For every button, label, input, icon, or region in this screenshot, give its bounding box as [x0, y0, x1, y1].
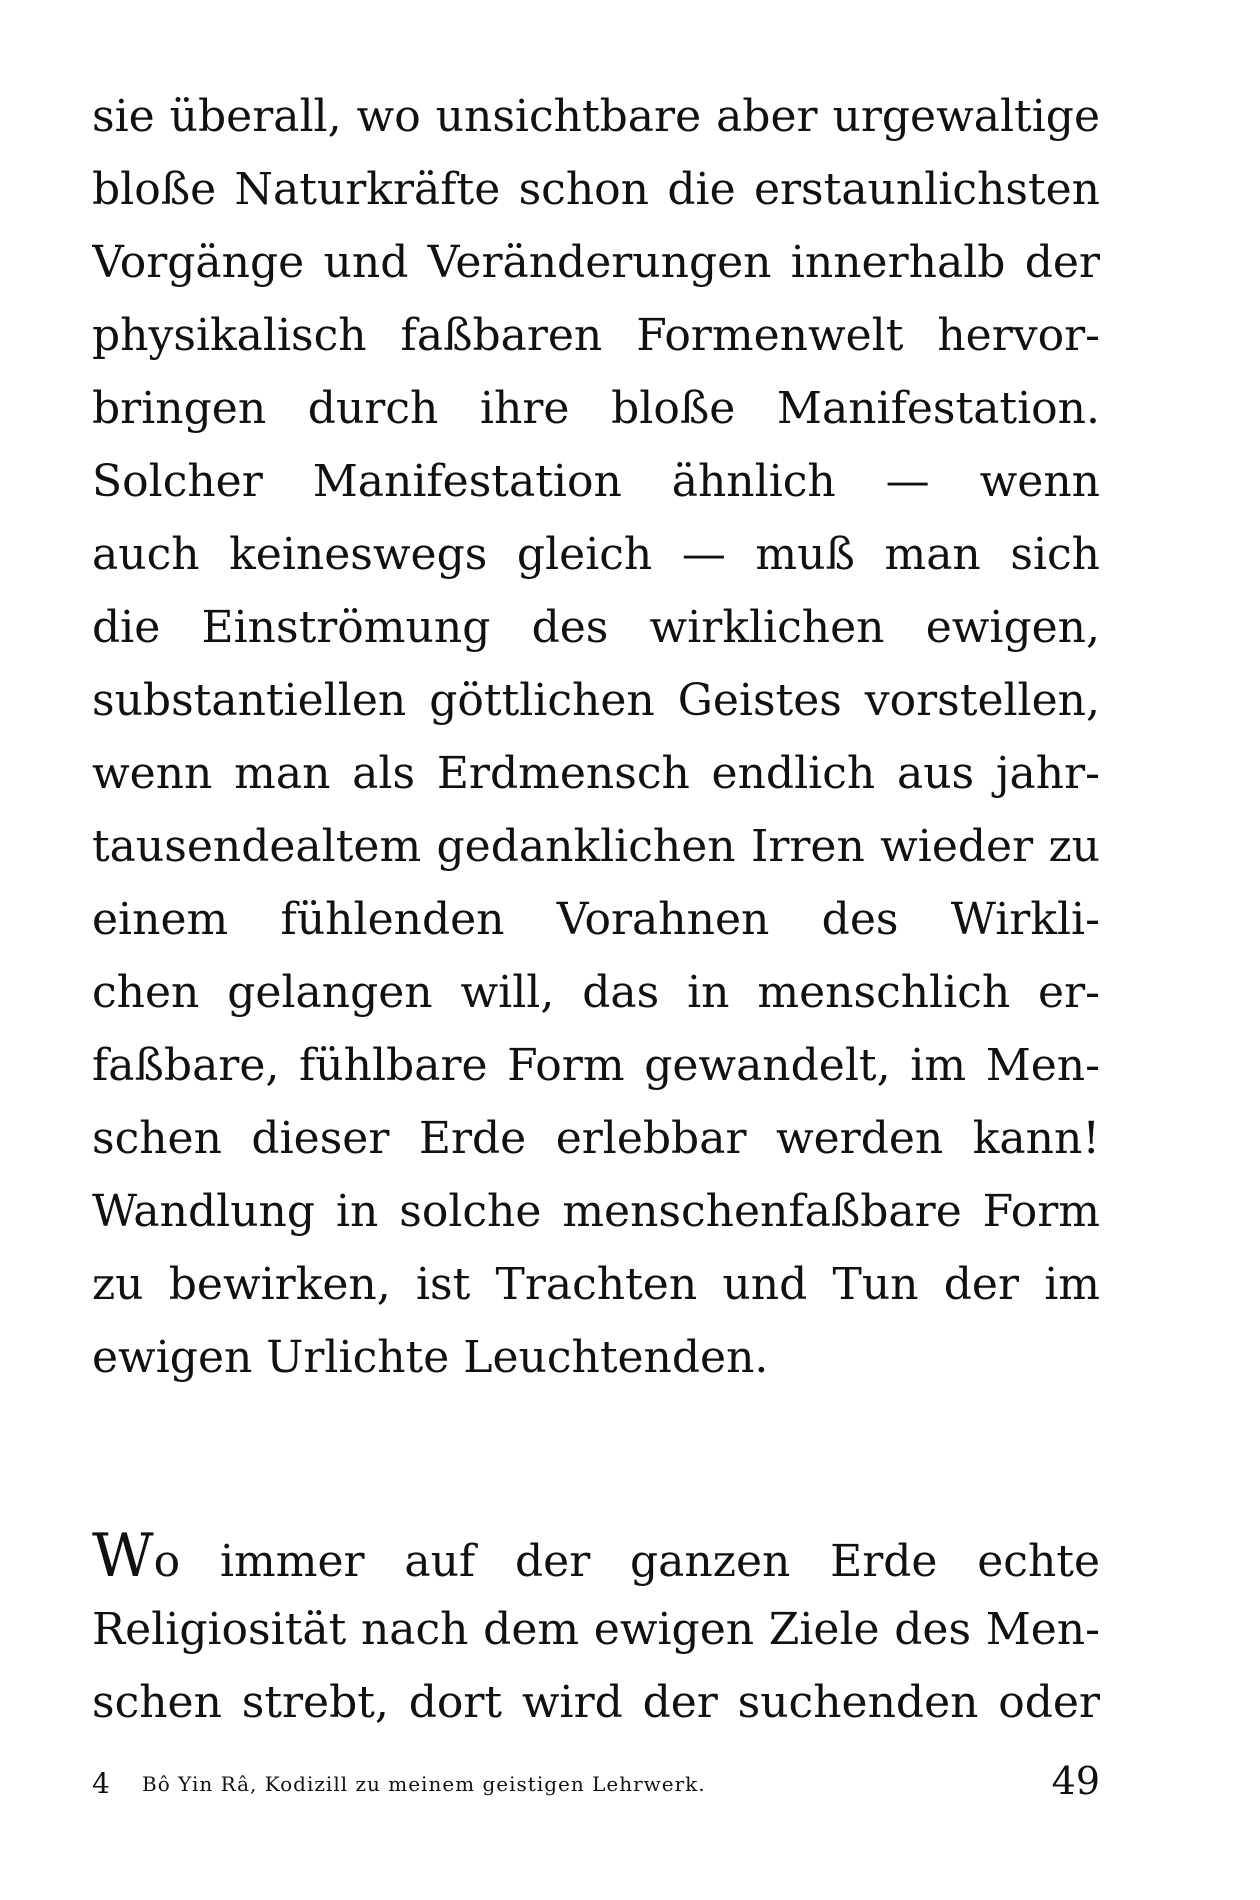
text-line: schen strebt, dort wird der suchenden oder [92, 1677, 1100, 1728]
text-line: die Einströmung des wirklichen ewigen, [92, 602, 1100, 653]
text-line: Religiosität nach dem ewigen Ziele des Men- [92, 1604, 1100, 1655]
text-line: bloße Naturkräfte schon die erstaunlichsten [92, 164, 1100, 215]
text-line: auch keineswegs gleich — muß man sich [92, 529, 1100, 580]
text-line: faßbare, fühlbare Form gewandelt, im Men- [92, 1040, 1100, 1091]
page-footer [92, 1755, 1100, 1805]
text-line: wenn man als Erdmensch endlich aus jahr- [92, 748, 1100, 799]
paragraph-1 [92, 80, 1100, 1394]
text-line: bringen durch ihre bloße Manifestation. [92, 383, 1100, 434]
source-line: Bô Yin Râ, Kodizill zu meinem geistigen Lehrwerk. [142, 1772, 706, 1796]
text-line: zu bewirken, ist Trachten und Tun der im [92, 1259, 1100, 1310]
text-line: einem fühlenden Vorahnen des Wirkli- [92, 894, 1100, 945]
text-line: physikalisch faßbaren Formenwelt hervor- [92, 310, 1100, 361]
text-line-with-initial [92, 1520, 1100, 1593]
text-line: substantiellen göttlichen Geistes vorstellen, [92, 675, 1100, 726]
text-line: ewigen Urlichte Leuchtenden. [92, 1332, 769, 1383]
text-line: chen gelangen will, das in menschlich er- [92, 967, 1100, 1018]
text-line: sie überall, wo unsichtbare aber urgewaltige [92, 91, 1100, 142]
signature-mark: 4 [92, 1767, 110, 1800]
page-number: 49 [1051, 1759, 1100, 1803]
text-line: Vorgänge und Veränderungen innerhalb der [92, 237, 1100, 288]
text-line: Wandlung in solche menschenfaßbare Form [92, 1186, 1100, 1237]
text-line: tausendealtem gedanklichen Irren wieder zu [92, 821, 1100, 872]
paragraph-2 [92, 1520, 1100, 1739]
initial-letter: W [92, 1521, 154, 1591]
text-line: o immer auf der ganzen Erde echte [153, 1536, 1100, 1587]
text-line: Solcher Manifestation ähnlich — wenn [92, 456, 1100, 507]
text-line: schen dieser Erde erlebbar werden kann! [92, 1113, 1100, 1164]
